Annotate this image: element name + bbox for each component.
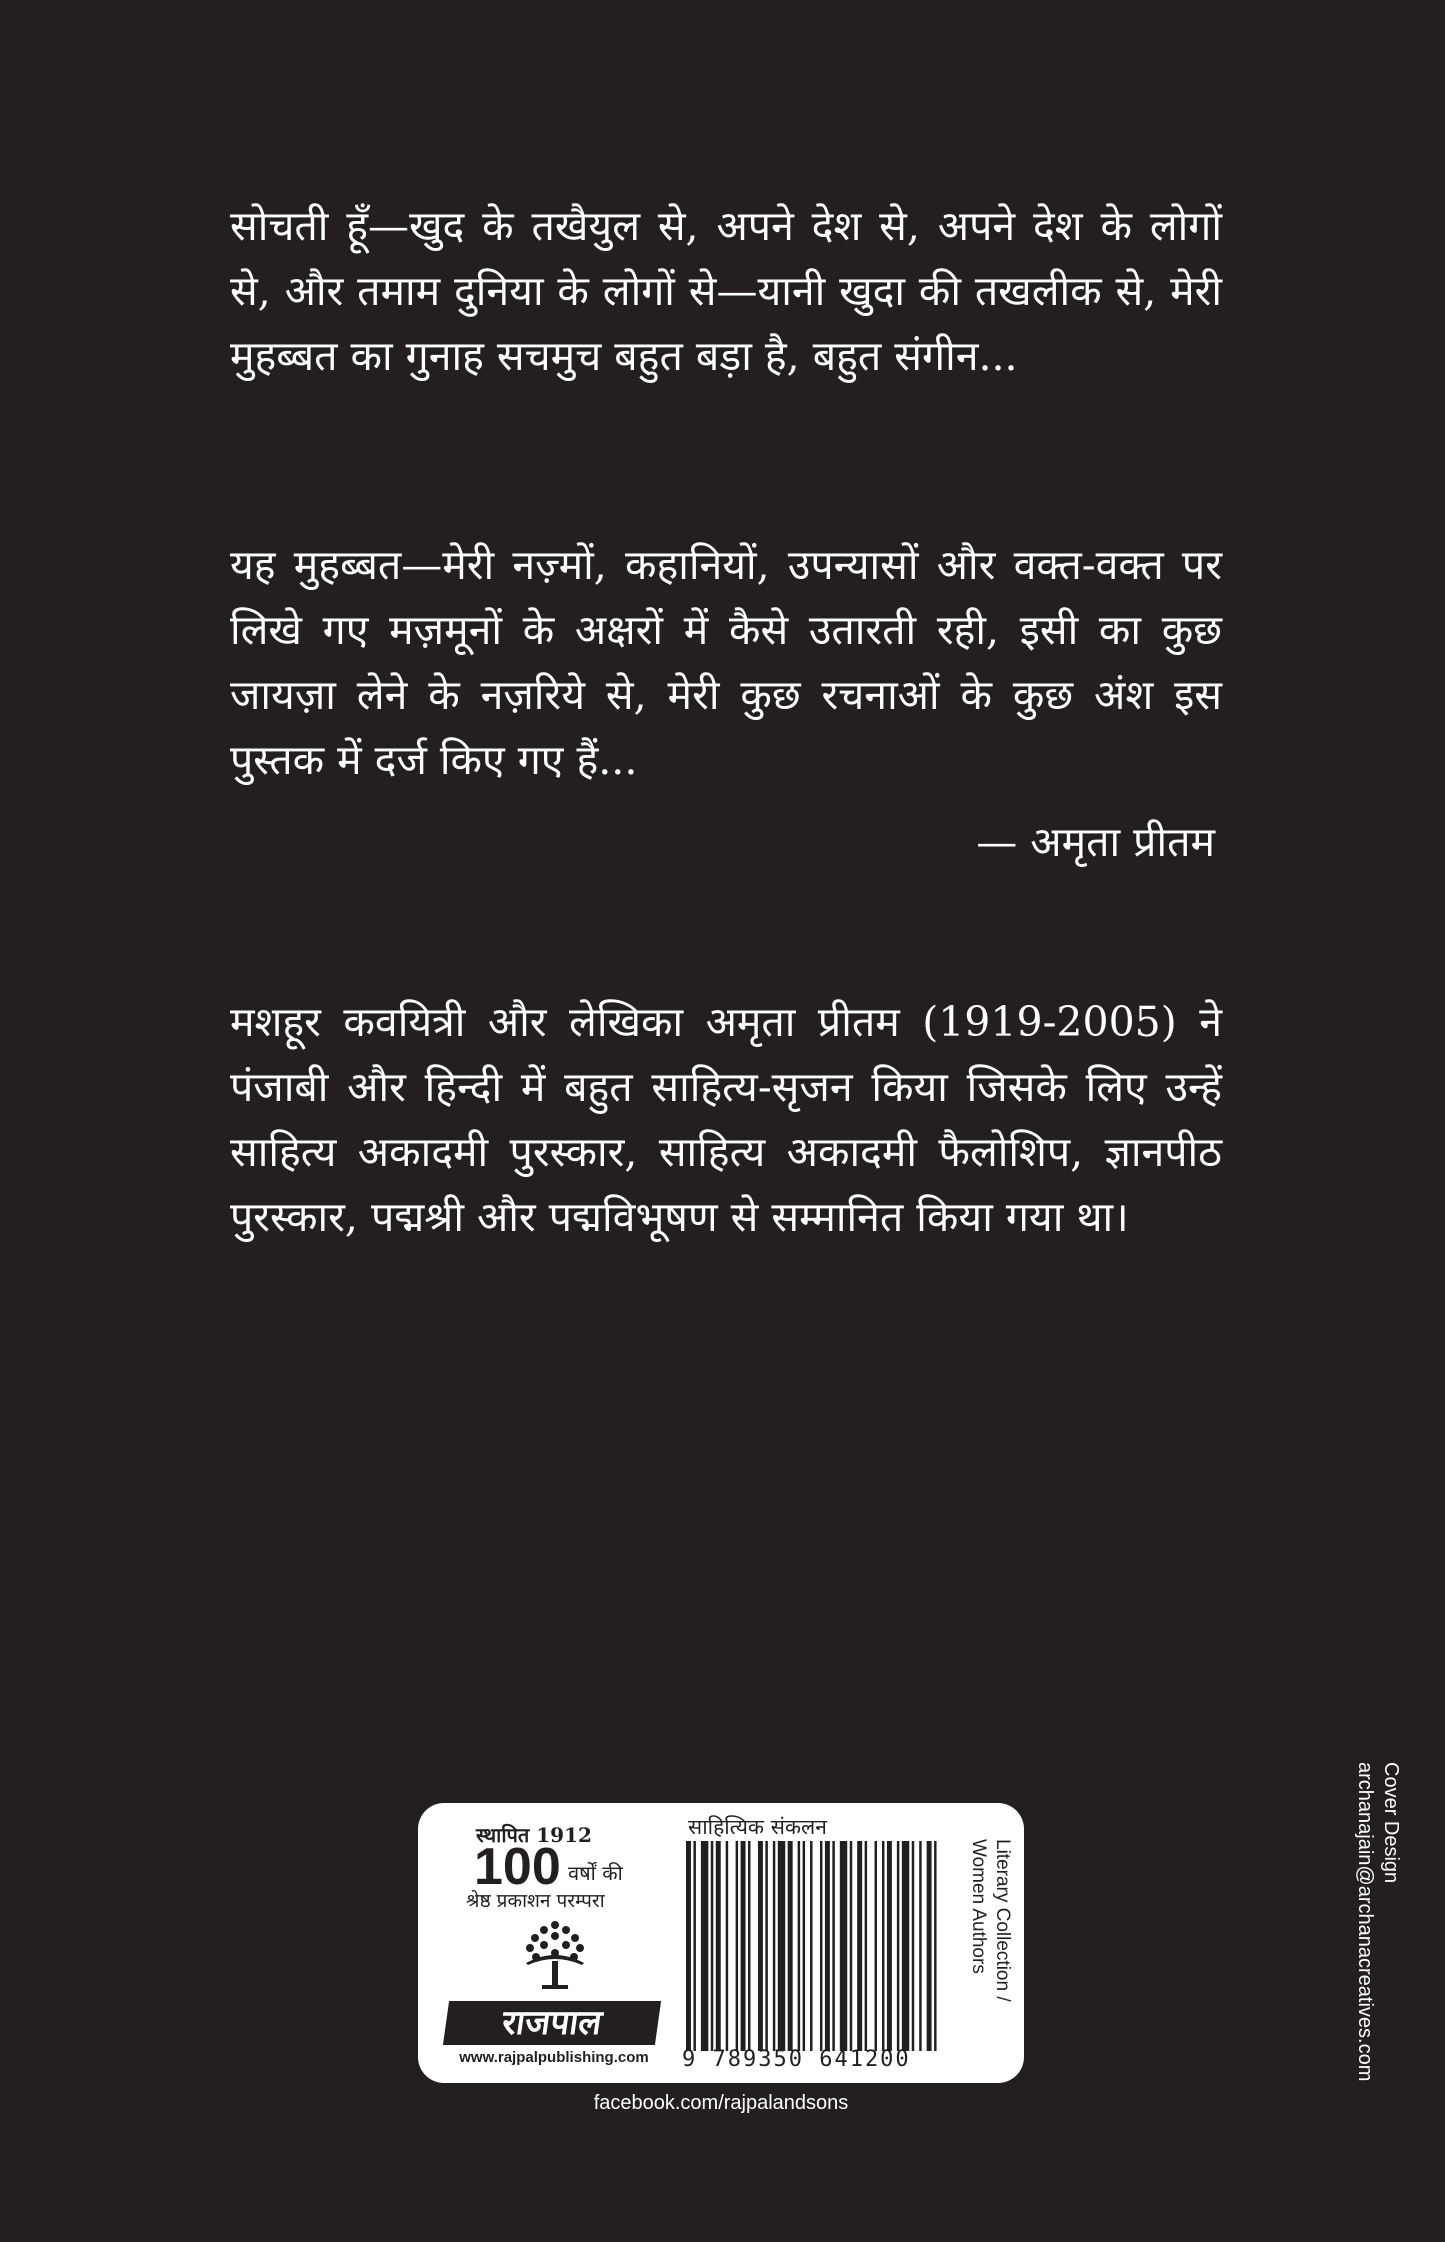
publisher-block xyxy=(438,1813,670,2075)
category-hindi: साहित्यिक संकलन xyxy=(688,1815,827,1839)
category-english xyxy=(958,1839,1014,2069)
rajpal-logo: राजपाल xyxy=(443,2001,661,2045)
tradition-text: श्रेष्ठ प्रकाशन परम्परा xyxy=(466,1890,605,1912)
author-bio: मशहूर कवयित्री और लेखिका अमृता प्रीतम (1919-2005) ने पंजाबी और हिन्दी में बहुत साहित्य-सृजन किया जिसके लिए उन्हें साहित्य अकादमी पुरस्कार, साहित्य अकादमी फैलोशिप, ज्ञानपीठ पुरस्कार, पद्मश्री और पद्मविभूषण से सम्मानित किया गया था। xyxy=(230,998,1222,1241)
established-text: स्थापित 1912 xyxy=(476,1823,592,1847)
publisher-website[interactable]: www.rajpalpublishing.com xyxy=(459,2049,649,2066)
blurb-paragraph-1: सोचती हूँ—खुद के तखैयुल से, अपने देश से, अपने देश के लोगों से, और तमाम दुनिया के लोगों से—यानी खुदा की तखलीक से, मेरी मुहब्बत का गुनाह सचमुच बहुत बड़ा है, बहुत संगीन... xyxy=(230,202,1222,380)
years-number: 100 xyxy=(474,1838,561,1896)
tree-logo-icon xyxy=(522,1917,588,1991)
isbn-digits: 9 789350 641200 xyxy=(682,2047,911,2072)
credit-line-1: Cover Design xyxy=(1380,1762,1402,1884)
years-text: वर्षों की xyxy=(568,1861,623,1885)
barcode-icon xyxy=(686,1841,944,2051)
barcode-label xyxy=(418,1803,1024,2083)
category-english-line-1: Literary Collection / xyxy=(992,1839,1013,2002)
cover-design-credit xyxy=(1348,1762,1404,2192)
facebook-link[interactable]: facebook.com/rajpalandsons xyxy=(593,2092,849,2114)
author-signature: — अमृता प्रीतम xyxy=(976,818,1215,866)
credit-line-2: archanajain@archanacreatives.com xyxy=(1354,1762,1376,2082)
blurb-paragraph-2: यह मुहब्बत—मेरी नज़्मों, कहानियों, उपन्यासों और वक्त-वक्त पर लिखे गए मज़मूनों के अक्षरों में कैसे उतारती रही, इसी का कुछ जायज़ा लेने के नज़रिये से, मेरी कुछ रचनाओं के कुछ अंश इस पुस्तक में दर्ज किए गए हैं... xyxy=(230,541,1222,784)
category-english-line-2: Women Authors xyxy=(968,1839,989,1974)
